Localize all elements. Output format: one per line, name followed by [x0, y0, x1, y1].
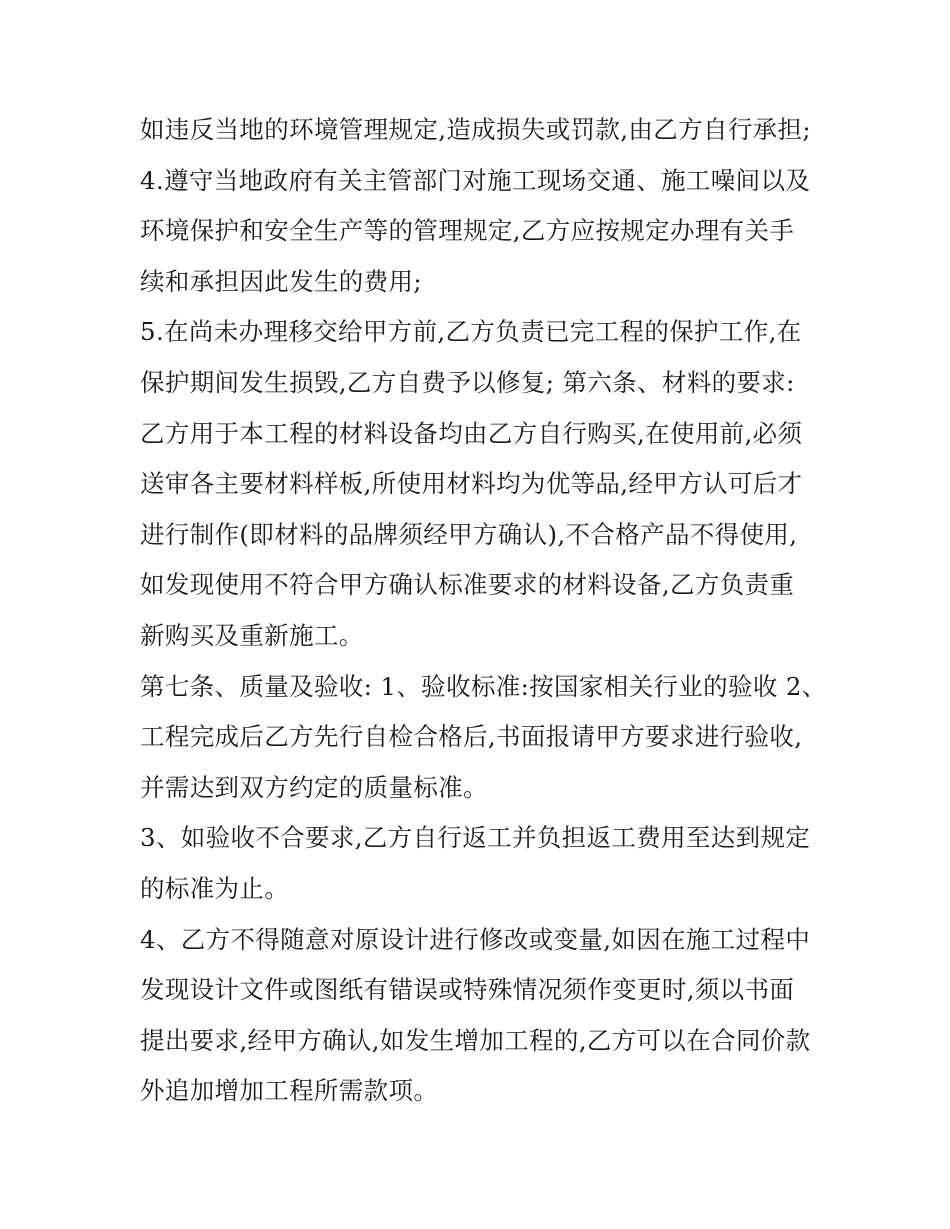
text-line: 并需达到双方约定的质量标准。 [140, 772, 488, 802]
text-line: 5.在尚未办理移交给甲方前,乙方负责已完工程的保护工作,在 [140, 317, 802, 347]
text-line: 新购买及重新施工。 [140, 620, 364, 650]
text-line: 提出要求,经甲方确认,如发生增加工程的,乙方可以在合同价款 [140, 1025, 811, 1055]
text-line: 4.遵守当地政府有关主管部门对施工现场交通、施工噪间以及 [140, 165, 811, 195]
text-line: 送审各主要材料样板,所使用材料均为优等品,经甲方认可后才 [140, 469, 803, 499]
text-line: 工程完成后乙方先行自检合格后,书面报请甲方要求进行验收, [140, 722, 803, 752]
text-line: 第七条、质量及验收: 1、验收标准:按国家相关行业的验收 2、 [140, 671, 827, 701]
text-line: 外追加增加工程所需款项。 [140, 1076, 439, 1106]
text-line: 的标准为止。 [140, 873, 290, 903]
text-line: 3、如验收不合要求,乙方自行返工并负担返工费用至达到规定 [140, 823, 811, 853]
text-line: 发现设计文件或图纸有错误或特殊情况须作变更时,须以书面 [140, 975, 795, 1005]
text-line: 保护期间发生损毁,乙方自费予以修复; 第六条、材料的要求: [140, 367, 795, 397]
text-line: 乙方用于本工程的材料设备均由乙方自行购买,在使用前,必须 [140, 418, 803, 448]
text-line: 如违反当地的环境管理规定,造成损失或罚款,由乙方自行承担; [140, 115, 811, 144]
document-body [140, 105, 827, 1117]
text-line: 4、乙方不得随意对原设计进行修改或变量,如因在施工过程中 [140, 924, 811, 954]
text-line: 环境保护和安全生产等的管理规定,乙方应按规定办理有关手 [140, 216, 795, 246]
text-line: 续和承担因此发生的费用; [140, 266, 422, 296]
text-line: 如发现使用不符合甲方确认标准要求的材料设备,乙方负责重 [140, 570, 795, 600]
text-line: 进行制作(即材料的品牌须经甲方确认),不合格产品不得使用, [140, 519, 798, 549]
